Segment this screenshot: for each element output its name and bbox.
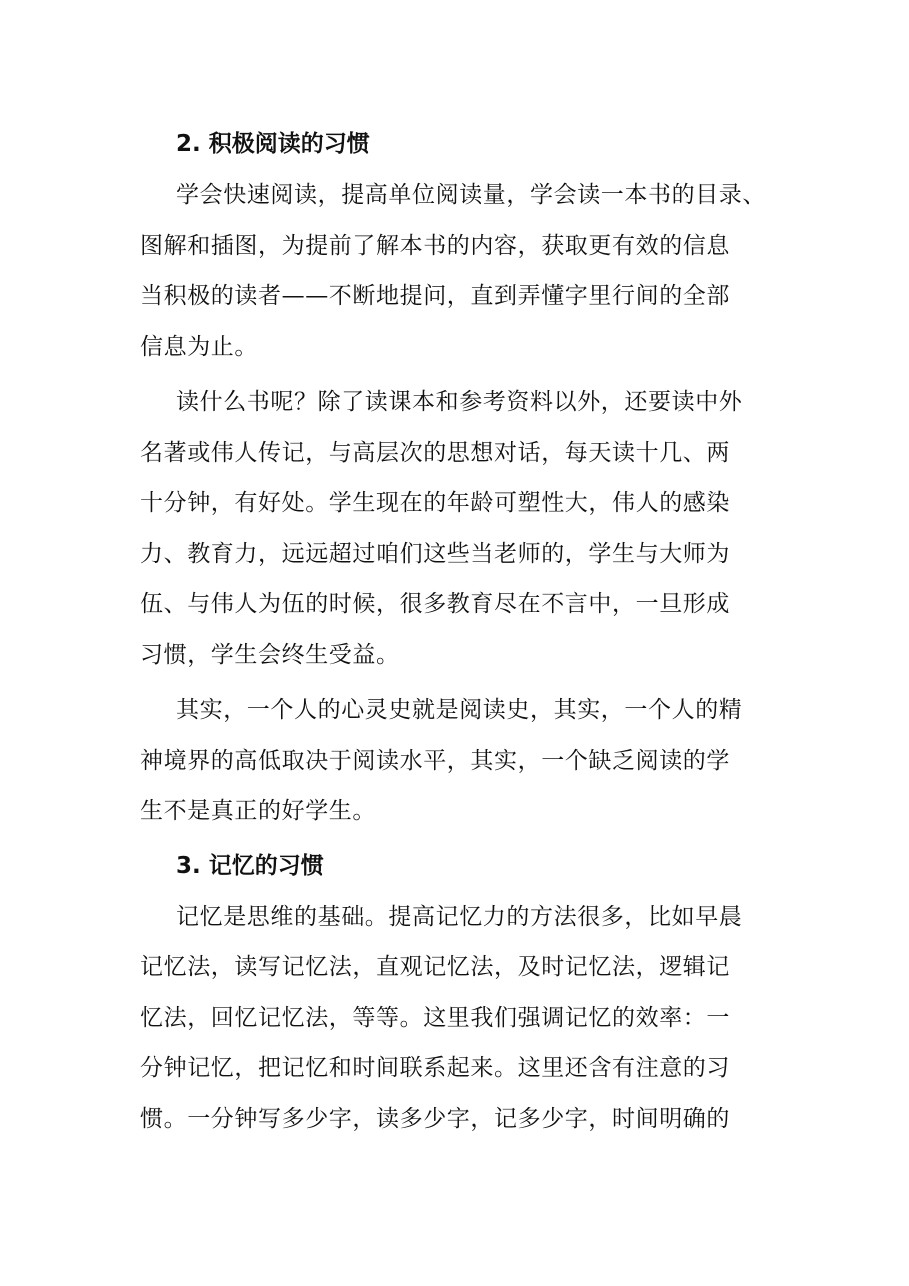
text-line: 读什么书呢？除了读课本和参考资料以外，还要读中外: [176, 389, 743, 415]
text-line: 记忆法，读写记忆法，直观记忆法，及时记忆法，逻辑记: [140, 954, 730, 980]
text-line: 其实，一个人的心灵史就是阅读史，其实，一个人的精: [176, 697, 743, 723]
text-line: 习惯，学生会终生受益。: [140, 641, 400, 668]
text-line: 分钟记忆，把记忆和时间联系起来。这里还含有注意的习: [140, 1055, 730, 1081]
paragraph-memory-methods: [140, 892, 780, 1145]
text-line: 伍、与伟人为伍的时候，很多教育尽在不言中，一旦形成: [140, 591, 730, 617]
text-line: 名著或伟人传记，与高层次的思想对话，每天读十几、两: [140, 439, 730, 466]
text-line: 惯。一分钟写多少字，读多少字，记多少字，时间明确的: [140, 1105, 730, 1132]
text-line: 生不是真正的好学生。: [140, 798, 376, 824]
paragraph-reading-history: [140, 685, 780, 837]
text-line: 学会快速阅读，提高单位阅读量，学会读一本书的目录、: [176, 182, 766, 208]
text-line: 当积极的读者——不断地提问，直到弄懂字里行间的全部: [140, 283, 730, 309]
paragraph-fast-reading: [140, 170, 780, 372]
text-line: 神境界的高低取决于阅读水平，其实，一个缺乏阅读的学: [140, 747, 730, 774]
document-page: [140, 120, 780, 1149]
text-line: 忆法，回忆记忆法，等等。这里我们强调记忆的效率：一: [140, 1004, 730, 1031]
section-heading-reading-habit: 2. 积极阅读的习惯: [176, 131, 370, 157]
text-line: 图解和插图，为提前了解本书的内容，获取更有效的信息: [140, 232, 730, 259]
text-line: 十分钟，有好处。学生现在的年龄可塑性大，伟人的感染: [140, 490, 730, 516]
text-line: 力、教育力，远远超过咱们这些当老师的，学生与大师为: [140, 540, 730, 567]
text-line: 信息为止。: [140, 333, 258, 360]
paragraph-what-to-read: [140, 377, 780, 680]
section-heading-memory-habit: 3. 记忆的习惯: [176, 852, 324, 879]
text-line: 记忆是思维的基础。提高记忆力的方法很多，比如早晨: [176, 903, 743, 930]
